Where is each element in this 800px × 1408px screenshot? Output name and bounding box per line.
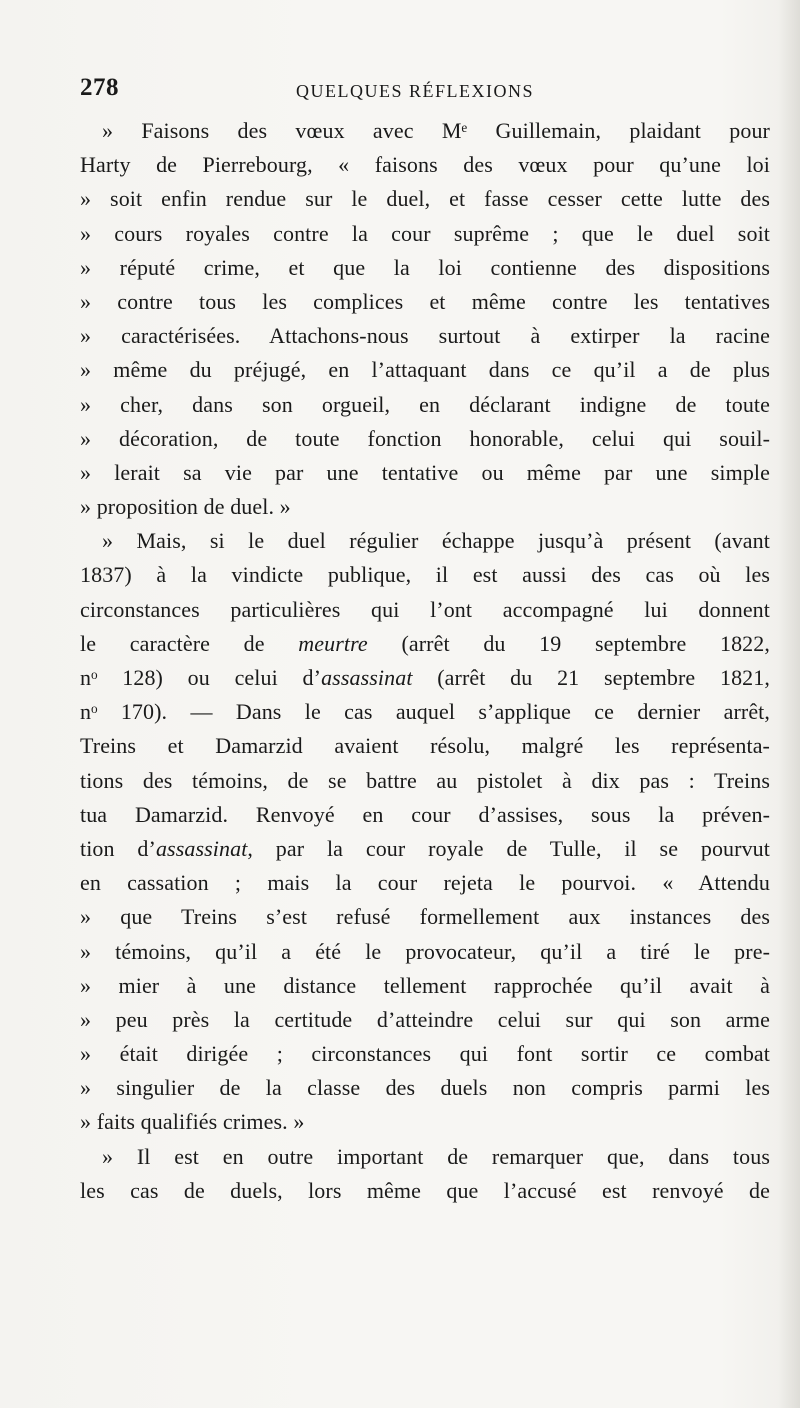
text-line: » peu près la certitude d’atteindre celui sur qui son arme (80, 1006, 770, 1032)
running-head: QUELQUES RÉFLEXIONS (296, 81, 534, 101)
text-line: » décoration, de toute fonction honorable, celui qui souil- (80, 425, 770, 451)
text-line: » soit enfin rendue sur le duel, et fasse cesser cette lutte des (80, 186, 770, 212)
text-line: » était dirigée ; circonstances qui font sortir ce combat (80, 1041, 770, 1067)
italic-term: meurtre (298, 630, 368, 656)
text-segment: , par la cour royale de Tulle, il se pourvut (247, 835, 770, 861)
text-line: » témoins, qu’il a été le provocateur, qu’il a tiré le pre- (80, 938, 770, 964)
text-segment: (arrêt du 21 septembre 1821, (412, 665, 770, 690)
text-line: » caractérisées. Attachons-nous surtout à extirper la racine (80, 323, 770, 349)
text-line: circonstances particulières qui l’ont accompagné lui donnent (80, 596, 770, 622)
text-segment: tion d’ (80, 835, 156, 861)
text-line: » mier à une distance tellement rapprochée qu’il avait à (80, 972, 770, 998)
text-line: Treins et Damarzid avaient résolu, malgré les représenta- (80, 733, 770, 759)
text-line: » cours royales contre la cour suprême ; que le duel soit (80, 220, 770, 246)
text-line: » que Treins s’est refusé formellement aux instances des (80, 904, 770, 930)
text-line: » lerait sa vie par une tentative ou même par une simple (80, 459, 770, 485)
page-number: 278 (80, 74, 119, 101)
text-line: » contre tous les complices et même contre les tentatives (80, 288, 770, 314)
text-line: les cas de duels, lors même que l’accusé est renvoyé de (80, 1177, 770, 1203)
text-line: » faits qualifiés crimes. » (80, 1109, 305, 1135)
text-segment: nᵒ 128) ou celui d’ (80, 665, 322, 690)
text-line (80, 832, 770, 866)
text-segment: (arrêt du 19 septembre 1822, (367, 630, 770, 656)
italic-term: assassinat (155, 835, 248, 861)
text-line: 1837) à la vindicte publique, il est aussi des cas où les (80, 562, 770, 588)
body-text (80, 114, 770, 1208)
text-segment: le caractère de (80, 630, 299, 656)
page-edge-shadow (778, 0, 800, 1408)
text-line: » cher, dans son orgueil, en déclarant indigne de toute (80, 391, 770, 417)
page-header (80, 74, 760, 104)
text-line: » singulier de la classe des duels non compris parmi les (80, 1075, 770, 1101)
text-line: tua Damarzid. Renvoyé en cour d’assises, sous la préven- (80, 801, 770, 827)
text-line (80, 661, 770, 695)
text-line (80, 627, 770, 661)
text-line: en cassation ; mais la cour rejeta le pourvoi. « Attendu (80, 870, 770, 896)
text-line: » proposition de duel. » (80, 494, 291, 520)
italic-term: assassinat (321, 665, 413, 690)
text-line: » même du préjugé, en l’attaquant dans ce qu’il a de plus (80, 357, 770, 383)
text-line: » Il est en outre important de remarquer que, dans tous (102, 1143, 770, 1169)
text-line: nᵒ 170). — Dans le cas auquel s’applique ce dernier arrêt, (80, 699, 770, 725)
text-line: » réputé crime, et que la loi contienne des dispositions (80, 254, 770, 280)
text-line: tions des témoins, de se battre au pistolet à dix pas : Treins (80, 767, 770, 793)
text-line: » Faisons des vœux avec Mᵉ Guillemain, plaidant pour (102, 118, 770, 143)
text-line: Harty de Pierrebourg, « faisons des vœux pour qu’une loi (80, 152, 770, 178)
text-line: » Mais, si le duel régulier échappe jusqu’à présent (avant (102, 528, 770, 554)
